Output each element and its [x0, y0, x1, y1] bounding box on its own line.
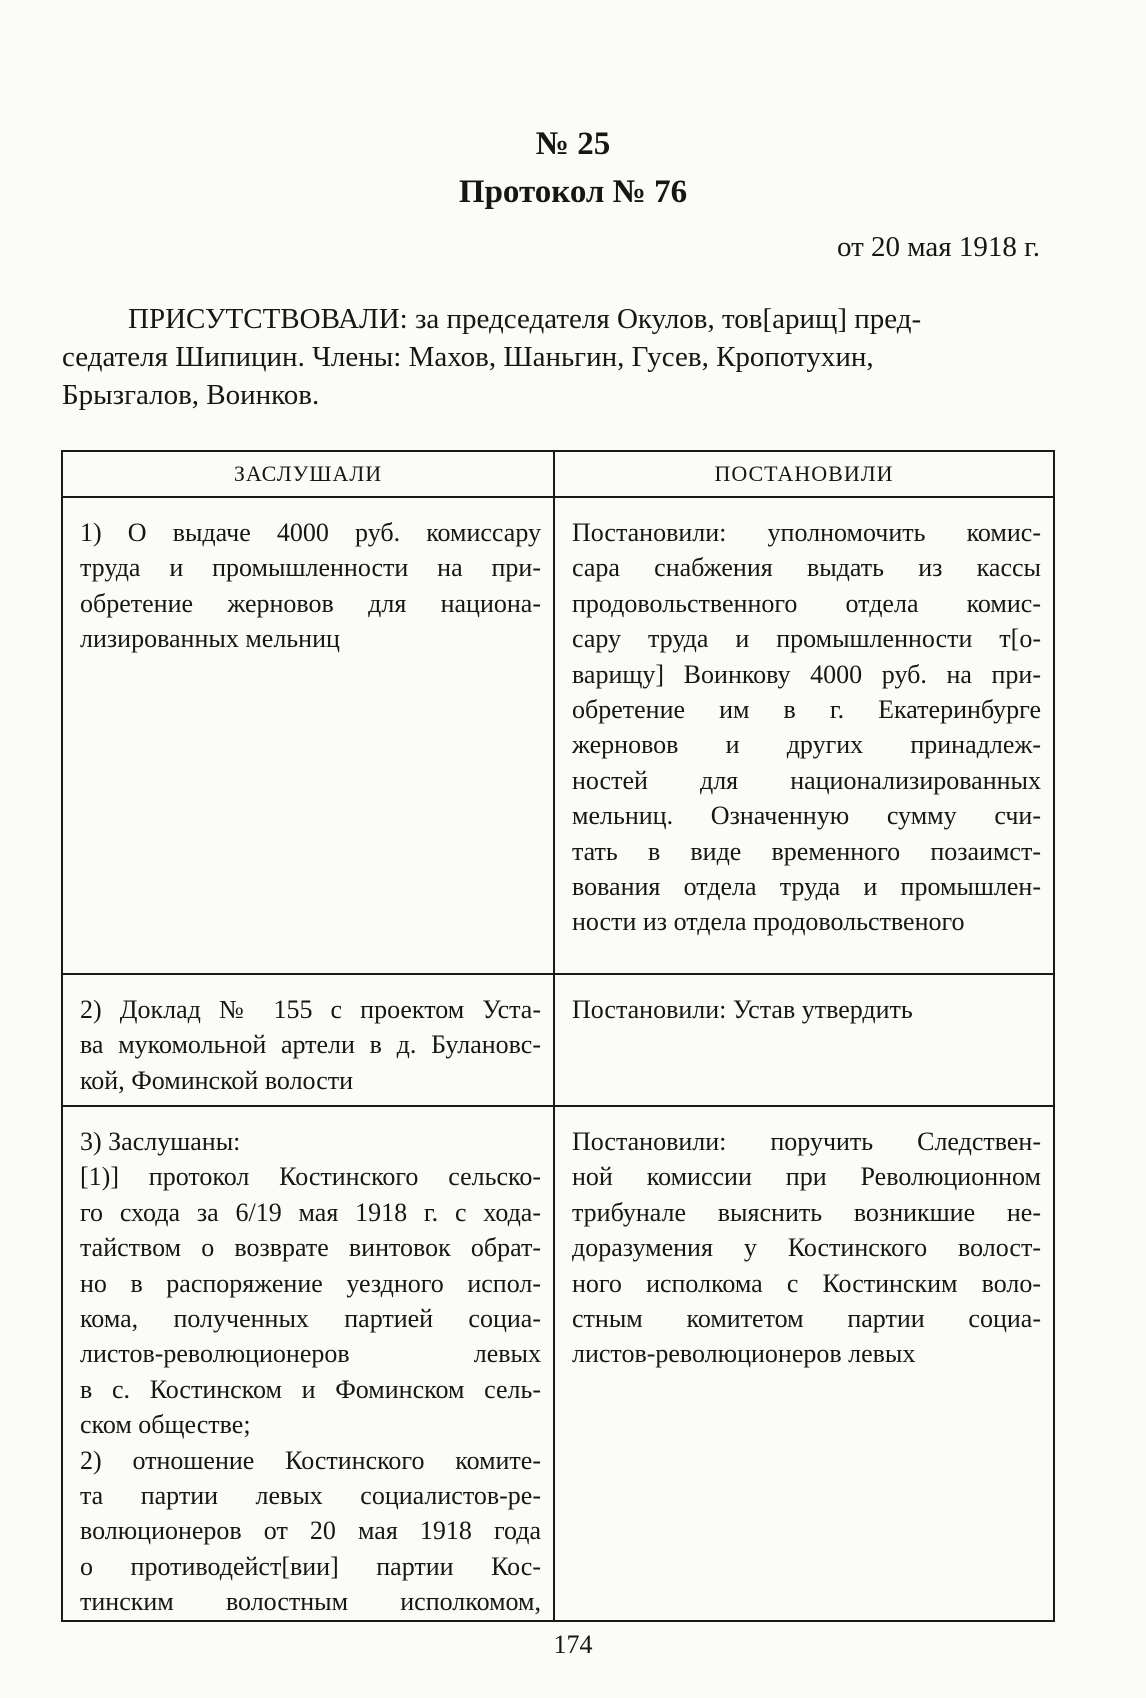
heard-cell — [62, 1106, 554, 1621]
document-title: Протокол № 76 — [458, 174, 688, 210]
cell-line: в с. Костинском и Фоминском сель- — [80, 1374, 541, 1404]
cell-line: сара снабжения выдать из кассы — [572, 553, 1041, 583]
cell-line: листов-революционеров левых — [80, 1339, 541, 1369]
cell-line: 3) Заслушаны: — [80, 1127, 241, 1156]
cell-line: мельниц. Означенную сумму счи- — [572, 801, 1041, 831]
table-row — [62, 1106, 1054, 1621]
cell-line: доразумения у Костинского волост- — [572, 1233, 1041, 1263]
cell-line: но в распоряжение уездного испол- — [80, 1268, 541, 1298]
cell-line: ностей для национализированных — [572, 765, 1041, 795]
cell-line: листов-революционеров левых — [572, 1339, 916, 1369]
document-date: от 20 мая 1918 г. — [836, 231, 1040, 263]
cell-line: вования отдела труда и промышлен- — [572, 872, 1041, 902]
cell-line: кой, Фоминской волости — [80, 1065, 354, 1095]
cell-line: 2) Доклад № 155 с проектом Уста- — [80, 995, 541, 1024]
cell-line: Постановили: уполномочить комис- — [572, 518, 1041, 547]
decided-cell — [554, 1106, 1054, 1621]
cell-line: трибунале выяснить возникшие не- — [572, 1197, 1041, 1227]
page-number: 174 — [553, 1630, 593, 1659]
cell-line: стным комитетом партии социа- — [572, 1304, 1041, 1334]
cell-line: та партии левых социалистов-ре- — [80, 1481, 541, 1511]
cell-line: ском обществе; — [80, 1410, 251, 1440]
cell-line: продовольственного отдела комис- — [572, 588, 1041, 618]
attendance-line: Брызгалов, Воинков. — [62, 379, 320, 411]
cell-line: лизированных мельниц — [80, 624, 340, 654]
header-decided: ПОСТАНОВИЛИ — [554, 451, 1054, 497]
cell-line: волюционеров от 20 мая 1918 года — [80, 1516, 541, 1546]
cell-line: ного исполкома с Костинским воло- — [572, 1268, 1041, 1298]
table-row — [62, 497, 1054, 974]
table-row — [62, 974, 1054, 1106]
cell-line: тайством о возврате винтовок обрат- — [80, 1233, 541, 1263]
attendance-paragraph — [62, 300, 1052, 414]
cell-line: [1)] протокол Костинского сельско- — [80, 1162, 541, 1192]
protocol-table — [61, 450, 1055, 1622]
cell-line: жерновов и других принадлеж- — [572, 730, 1041, 760]
document-number: № 25 — [535, 126, 611, 162]
cell-line: обретение им в г. Екатеринбурге — [572, 695, 1041, 725]
cell-line: ности из отдела продовольственого — [572, 907, 965, 937]
cell-line: кома, полученных партией социа- — [80, 1304, 541, 1334]
cell-line: го схода за 6/19 мая 1918 г. с хода- — [80, 1197, 541, 1227]
decided-cell — [554, 974, 1054, 1106]
cell-line: сару труда и промышленности т[о- — [572, 624, 1041, 654]
cell-line: тать в виде временного позаимст- — [572, 836, 1041, 866]
attendance-line: ПРИСУТСТВОВАЛИ: за председателя Окулов, тов[арищ] пред- — [128, 303, 922, 335]
cell-line: 2) отношение Костинского комите- — [80, 1445, 541, 1475]
cell-line: Постановили: поручить Следствен- — [572, 1127, 1041, 1156]
cell-line: варищу] Воинкову 4000 руб. на при- — [572, 659, 1041, 689]
cell-line: 1) О выдаче 4000 руб. комиссару — [80, 518, 541, 547]
cell-line: Постановили: Устав утвердить — [572, 995, 913, 1024]
table-header-row — [62, 451, 1054, 497]
cell-line: о противодейст[вии] партии Кос- — [80, 1551, 541, 1581]
header-heard: ЗАСЛУШАЛИ — [62, 451, 554, 497]
cell-line: ной комиссии при Революционном — [572, 1162, 1041, 1192]
cell-line: труда и промышленности на при- — [80, 553, 541, 583]
cell-line: обретение жерновов для национа- — [80, 588, 541, 618]
cell-line: тинским волостным исполкомом, — [80, 1587, 541, 1617]
attendance-line: седателя Шипицин. Члены: Махов, Шаньгин, Гусев, Кропотухин, — [62, 341, 874, 373]
cell-line: ва мукомольной артели в д. Булановс- — [80, 1030, 541, 1060]
heard-cell — [62, 497, 554, 974]
decided-cell — [554, 497, 1054, 974]
heard-cell — [62, 974, 554, 1106]
